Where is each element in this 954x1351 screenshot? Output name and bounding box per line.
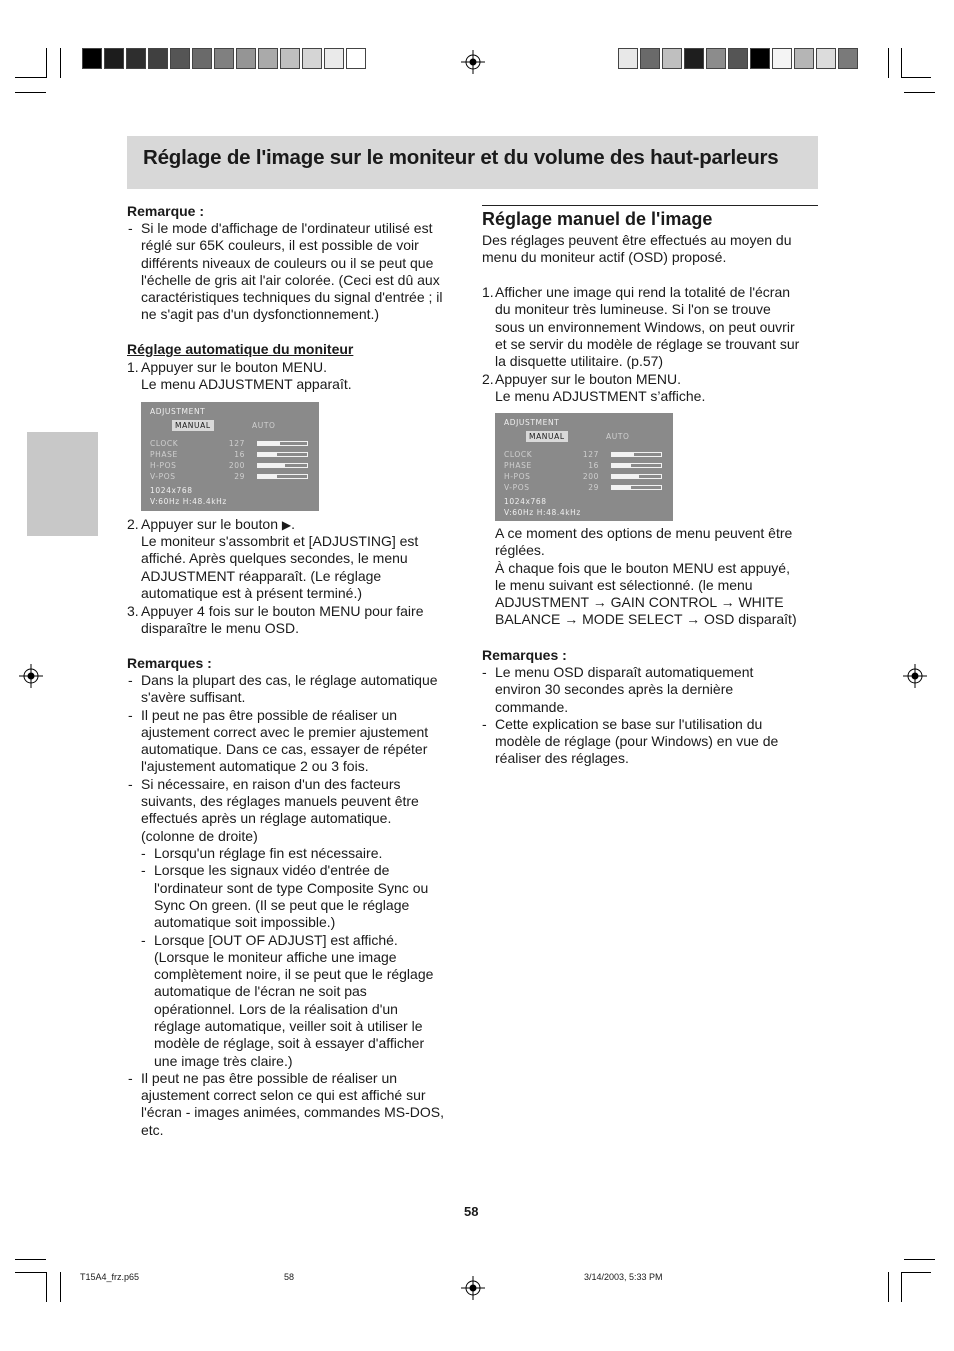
osd-level-bar: [611, 452, 662, 457]
bullet-dash: -: [128, 1069, 133, 1086]
text-line: complètement noire, il se peut que le réglage: [154, 966, 434, 983]
text-line: effectués après un réglage automatique.: [141, 810, 392, 827]
osd-row-value: 16: [234, 450, 245, 459]
text-line: BALANCE → MODE SELECT → OSD disparaît): [495, 611, 797, 628]
calibration-swatch: [640, 48, 660, 69]
text-line: Le menu OSD disparaît automatiquement: [495, 664, 754, 680]
title-banner: [127, 136, 818, 189]
osd-level-bar: [257, 452, 308, 457]
calibration-swatch: [258, 48, 278, 69]
osd-resolution: 1024x768: [150, 486, 193, 495]
text-line: Afficher une image qui rend la totalité de l'écran: [495, 284, 791, 300]
text-line: (Lorsque le moniteur affiche une image: [154, 948, 397, 965]
remarques-heading: Remarques :: [127, 655, 212, 671]
text-line: réglées.: [495, 542, 545, 559]
section-divider: [482, 205, 818, 206]
osd-level-fill: [258, 453, 277, 456]
calibration-swatch: [750, 48, 770, 69]
text-line: ne s'agit pas d'un dysfonctionnement.): [141, 306, 380, 323]
osd-row-value: 200: [228, 461, 245, 470]
calibration-swatch: [302, 48, 322, 69]
step-text-end: .: [291, 516, 295, 532]
osd-row-label: H-POS: [150, 461, 177, 470]
bullet-dash: -: [482, 664, 487, 680]
text-line: automatique. Dans ce cas, essayer de répéter: [141, 741, 428, 758]
text-line: Si nécessaire, en raison d'un des facteurs: [141, 775, 401, 792]
text-line: la disquette utilitaire. (p.57): [495, 353, 664, 370]
osd-adjustment-menu: [495, 413, 673, 521]
step-text: [141, 359, 471, 394]
text-line: automatique soit impossible.): [154, 914, 336, 931]
text-line: A ce moment des options de menu peuvent être: [495, 525, 793, 541]
calibration-swatch: [236, 48, 256, 69]
text-line: Sync On green. (Il se peut que le réglage: [154, 896, 410, 913]
text-line: disparaître le menu OSD.: [141, 620, 299, 637]
remarque-dash: -: [128, 220, 133, 236]
osd-row-label: CLOCK: [504, 450, 533, 459]
step-number: 2.: [482, 371, 494, 387]
text-line: caractéristiques techniques du signal d'entrée ; il: [141, 289, 443, 306]
step-text: [495, 371, 825, 406]
side-tab: [27, 432, 98, 536]
calibration-swatch: [192, 48, 212, 69]
calibration-swatch: [618, 48, 638, 69]
text-line: Des réglages peuvent être effectués au moyen du: [482, 232, 792, 248]
text-line: ajustement correct selon ce qui est affiché sur: [141, 1087, 426, 1104]
footer-page: 58: [284, 1272, 295, 1282]
bullet-dash: -: [141, 862, 146, 879]
calibration-bars-left: [82, 48, 368, 69]
osd-level-bar: [611, 485, 662, 490]
osd-resolution: 1024x768: [504, 497, 547, 506]
osd-level-fill: [258, 475, 277, 478]
text-line: l'ordinateur sont de type Composite Sync ou: [154, 879, 429, 896]
calibration-bars-right: [618, 48, 860, 69]
osd-row-value: 29: [234, 472, 245, 481]
remarque-text: [141, 220, 471, 324]
page-title: Réglage de l'image sur le moniteur et du volume des haut-parleurs: [143, 146, 779, 169]
footer-filename: T15A4_frz.p65: [80, 1272, 140, 1282]
bullet-dash: -: [482, 715, 487, 732]
text-line: ADJUSTMENT réapparaît. (Le réglage: [141, 567, 382, 584]
bullet-dash: -: [128, 672, 133, 688]
footer-date: 3/14/2003, 5:33 PM: [584, 1272, 663, 1282]
page-number: 58: [464, 1204, 479, 1219]
text-line: Appuyer sur le bouton MENU.: [495, 371, 681, 387]
text-line: et se servir du modèle de réglage se trouvant sur: [495, 335, 800, 352]
osd-tab-manual: MANUAL: [526, 431, 568, 442]
osd-tab-manual: MANUAL: [172, 420, 214, 431]
text-line: Appuyer 4 fois sur le bouton MENU pour faire: [141, 603, 424, 619]
osd-row-value: 127: [228, 439, 245, 448]
text-line: ajustement correct avec le premier ajustement: [141, 723, 429, 740]
text-line: Cette explication se base sur l'utilisation du: [495, 715, 763, 732]
osd-row-label: H-POS: [504, 472, 531, 481]
text-line: À chaque fois que le bouton MENU est appuyé,: [495, 559, 790, 576]
osd-level-bar: [611, 474, 662, 479]
text-line: le menu suivant est sélectionné. (le menu: [495, 576, 753, 593]
calibration-swatch: [816, 48, 836, 69]
osd-level-bar: [257, 474, 308, 479]
osd-level-bar: [257, 441, 308, 446]
bullet-text: [495, 716, 778, 768]
text-line: Le menu ADJUSTMENT s’affiche.: [495, 388, 706, 405]
text-line: Il peut ne pas être possible de réaliser un: [141, 1069, 398, 1086]
osd-title: ADJUSTMENT: [504, 418, 560, 427]
remarque-heading: Remarque :: [127, 203, 205, 219]
text-line: s'avère suffisant.: [141, 689, 246, 706]
text-line: automatique est à présent terminé.): [141, 584, 363, 601]
calibration-swatch: [662, 48, 682, 69]
text-line: modèle de réglage, soit à essayer d'afficher: [154, 1035, 425, 1052]
osd-row-label: PHASE: [504, 461, 532, 470]
step-text: [141, 516, 295, 534]
text-line: environ 30 secondes après la dernière: [495, 681, 734, 698]
text-line: l'écran - images animées, commandes MS-DOS,: [141, 1104, 444, 1121]
osd-frequency: V:60Hz H:48.4kHz: [504, 508, 581, 517]
osd-level-fill: [612, 464, 631, 467]
menu-cycle-text: [495, 525, 825, 629]
text-line: ADJUSTMENT → GAIN CONTROL → WHITE: [495, 594, 784, 611]
bullet-text: [154, 862, 428, 931]
osd-level-bar: [257, 463, 308, 468]
bullet-text: [154, 932, 433, 1070]
calibration-swatch: [324, 48, 344, 69]
step-number: 1.: [127, 359, 139, 375]
bullet-dash: -: [141, 931, 146, 948]
text-line: Si le mode d'affichage de l'ordinateur utilisé est: [141, 220, 433, 236]
osd-tab-auto: AUTO: [252, 421, 276, 430]
osd-row-label: V-POS: [504, 483, 530, 492]
osd-row-label: V-POS: [150, 472, 176, 481]
osd-row-value: 127: [582, 450, 599, 459]
calibration-swatch: [170, 48, 190, 69]
osd-row-label: PHASE: [150, 450, 178, 459]
text-line: une image très claire.): [154, 1052, 293, 1069]
text-line: réaliser des réglages.: [495, 750, 629, 767]
step-number: 1.: [482, 284, 494, 300]
osd-title: ADJUSTMENT: [150, 407, 206, 416]
calibration-swatch: [104, 48, 124, 69]
text-line: l'ajustement automatique 2 ou 3 fois.: [141, 758, 369, 775]
text-line: Le moniteur s'assombrit et [ADJUSTING] est: [141, 533, 419, 549]
text-line: réglé sur 65K couleurs, il est possible de voir: [141, 237, 419, 254]
text-line: du moniteur très lumineuse. Si l'on se trouve: [495, 301, 771, 318]
bullet-dash: -: [141, 845, 146, 861]
osd-row-value: 200: [582, 472, 599, 481]
text-line: etc.: [141, 1121, 164, 1138]
osd-level-fill: [612, 475, 639, 478]
text-line: Dans la plupart des cas, le réglage automatique: [141, 672, 438, 688]
bullet-text: [141, 672, 438, 707]
calibration-swatch: [126, 48, 146, 69]
bullet-text: [141, 776, 419, 845]
calibration-swatch: [82, 48, 102, 69]
registration-mark-icon: [461, 50, 485, 74]
text-line: Lorsque [OUT OF ADJUST] est affiché.: [154, 931, 398, 948]
bullet-dash: -: [128, 706, 133, 723]
text-line: affiché. Après quelques secondes, le menu: [141, 550, 408, 567]
registration-mark-icon: [903, 664, 927, 688]
step-text-part: Appuyer sur le bouton: [141, 516, 282, 532]
osd-row-value: 29: [588, 483, 599, 492]
calibration-swatch: [214, 48, 234, 69]
text-line: suivants, des réglages manuels peuvent être: [141, 793, 419, 810]
text-line: automatique de l'écran ne soit pas: [154, 983, 367, 1000]
text-line: modèle de réglage (pour Windows) en vue de: [495, 733, 779, 750]
text-line: commande.: [495, 698, 569, 715]
remarques-heading: Remarques :: [482, 647, 567, 663]
text-line: sous un environnement Windows, on peut ouvrir: [495, 318, 795, 335]
osd-level-fill: [612, 453, 634, 456]
registration-mark-icon: [19, 664, 43, 688]
right-arrow-icon: ▶: [281, 518, 292, 532]
calibration-swatch: [148, 48, 168, 69]
osd-frequency: V:60Hz H:48.4kHz: [150, 497, 227, 506]
text-line: Le menu ADJUSTMENT apparaît.: [141, 376, 352, 393]
osd-row-value: 16: [588, 461, 599, 470]
calibration-swatch: [346, 48, 366, 69]
calibration-swatch: [728, 48, 748, 69]
osd-row-label: CLOCK: [150, 439, 179, 448]
bullet-text: [495, 664, 753, 716]
text-line: réglage automatique, veiller soit à utiliser le: [154, 1017, 423, 1034]
osd-tab-auto: AUTO: [606, 432, 630, 441]
bullet-text: [154, 845, 382, 862]
step-number: 2.: [127, 516, 139, 532]
osd-adjustment-menu: [141, 402, 319, 511]
text-line: Appuyer sur le bouton MENU.: [141, 359, 327, 375]
intro-text: [482, 232, 822, 267]
calibration-swatch: [772, 48, 792, 69]
auto-adjust-heading: Réglage automatique du moniteur: [127, 341, 354, 357]
bullet-text: [141, 707, 428, 776]
registration-mark-icon: [461, 1276, 485, 1300]
osd-level-bar: [611, 463, 662, 468]
osd-level-fill: [258, 464, 285, 467]
text-line: différents niveaux de couleurs ou il se peut que: [141, 254, 434, 271]
text-line: menu du moniteur actif (OSD) proposé.: [482, 249, 727, 266]
text-line: Il peut ne pas être possible de réaliser un: [141, 706, 398, 723]
text-line: Lorsque les signaux vidéo d'entrée de: [154, 862, 390, 879]
calibration-swatch: [794, 48, 814, 69]
osd-level-fill: [258, 442, 280, 445]
step-text: [141, 533, 471, 602]
step-text: [495, 284, 825, 370]
calibration-swatch: [684, 48, 704, 69]
text-line: opérationnel. Lors de la réalisation d'un: [154, 1000, 398, 1017]
bullet-dash: -: [128, 775, 133, 792]
text-line: Lorsqu'un réglage fin est nécessaire.: [154, 845, 383, 861]
calibration-swatch: [706, 48, 726, 69]
bullet-text: [141, 1070, 444, 1139]
step-number: 3.: [127, 603, 139, 619]
manual-adjust-heading: Réglage manuel de l'image: [482, 209, 713, 229]
text-line: (colonne de droite): [141, 827, 258, 844]
calibration-swatch: [280, 48, 300, 69]
osd-level-fill: [612, 486, 631, 489]
text-line: l'échelle de gris ait l'air colorée. (Ceci est dû aux: [141, 271, 440, 288]
calibration-swatch: [838, 48, 858, 69]
step-text: [141, 603, 471, 638]
